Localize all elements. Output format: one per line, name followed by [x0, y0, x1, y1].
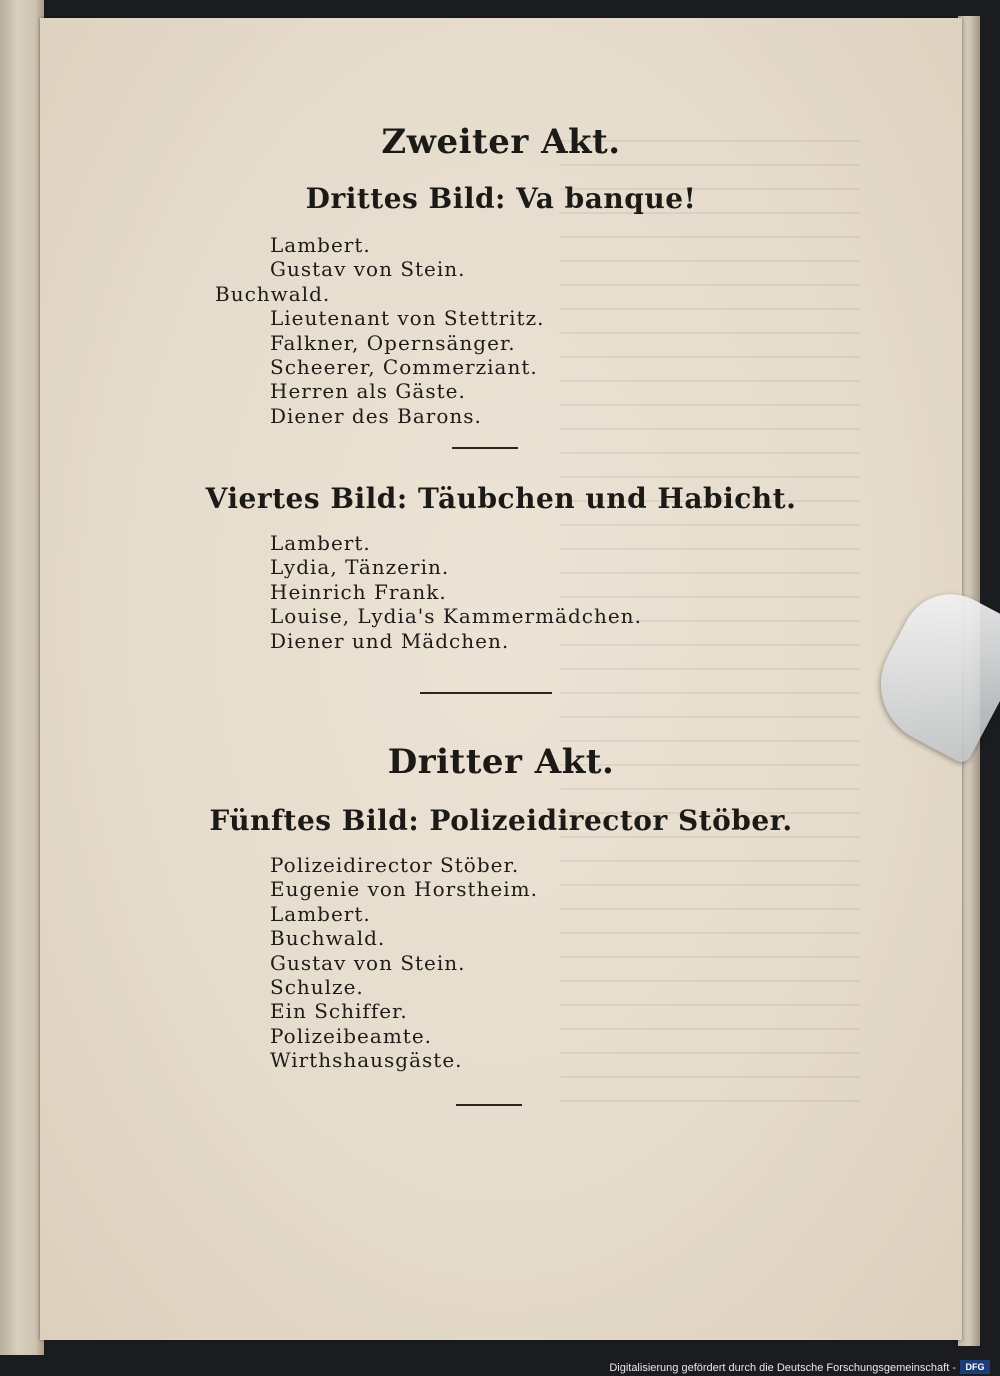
- cast-item: Gustav von Stein.: [270, 950, 466, 975]
- scene-4-cast-list: [270, 531, 642, 653]
- digitization-credit: Digitalisierung gefördert durch die Deutsche Forschungsgemeinschaft -: [609, 1362, 956, 1374]
- cast-item: Wirthshausgäste.: [270, 1048, 463, 1073]
- scene-5-title: Fünftes Bild: Polizeidirector Stöber.: [209, 804, 793, 837]
- cast-item: Buchwald.: [270, 926, 386, 951]
- cast-item: Herren als Gäste.: [270, 379, 466, 404]
- cast-item: Buchwald.: [215, 281, 331, 306]
- cast-item: Diener und Mädchen.: [270, 628, 510, 653]
- cast-item: Polizeidirector Stöber.: [270, 853, 520, 877]
- cast-item: Polizeibeamte.: [270, 1023, 433, 1048]
- scene-5-cast-list: [270, 853, 538, 1073]
- act-3-title: Dritter Akt.: [387, 742, 615, 782]
- dfg-logo: DFG: [960, 1360, 990, 1374]
- end-divider: [456, 1104, 522, 1106]
- cast-item: Falkner, Opernsänger.: [270, 330, 516, 355]
- act-divider: [420, 692, 552, 694]
- cast-item: Lambert.: [270, 233, 371, 257]
- cast-item: Ein Schiffer.: [270, 999, 408, 1024]
- scene-4-title: Viertes Bild: Täubchen und Habicht.: [205, 482, 797, 515]
- cast-item: Heinrich Frank.: [270, 579, 447, 604]
- cast-item: Eugenie von Horstheim.: [270, 877, 538, 902]
- section-divider: [452, 447, 518, 449]
- book-page: [40, 18, 962, 1340]
- scene-3-cast-list: [215, 233, 545, 428]
- cast-item: Lambert.: [270, 901, 371, 926]
- cast-item: Schulze.: [270, 975, 364, 1000]
- cast-item: Louise, Lydia's Kammermädchen.: [270, 604, 642, 629]
- previous-page-edge: [0, 0, 44, 1355]
- cast-item: Gustav von Stein.: [270, 257, 466, 282]
- cast-item: Lydia, Tänzerin.: [270, 555, 450, 580]
- cast-item: Lambert.: [270, 531, 371, 555]
- act-2-title: Zweiter Akt.: [381, 122, 621, 162]
- scene-3-title: Drittes Bild: Va banque!: [305, 182, 697, 215]
- cast-item: Scheerer, Commerziant.: [270, 355, 538, 380]
- cast-item: Lieutenant von Stettritz.: [270, 306, 545, 331]
- cast-item: Diener des Barons.: [270, 403, 482, 428]
